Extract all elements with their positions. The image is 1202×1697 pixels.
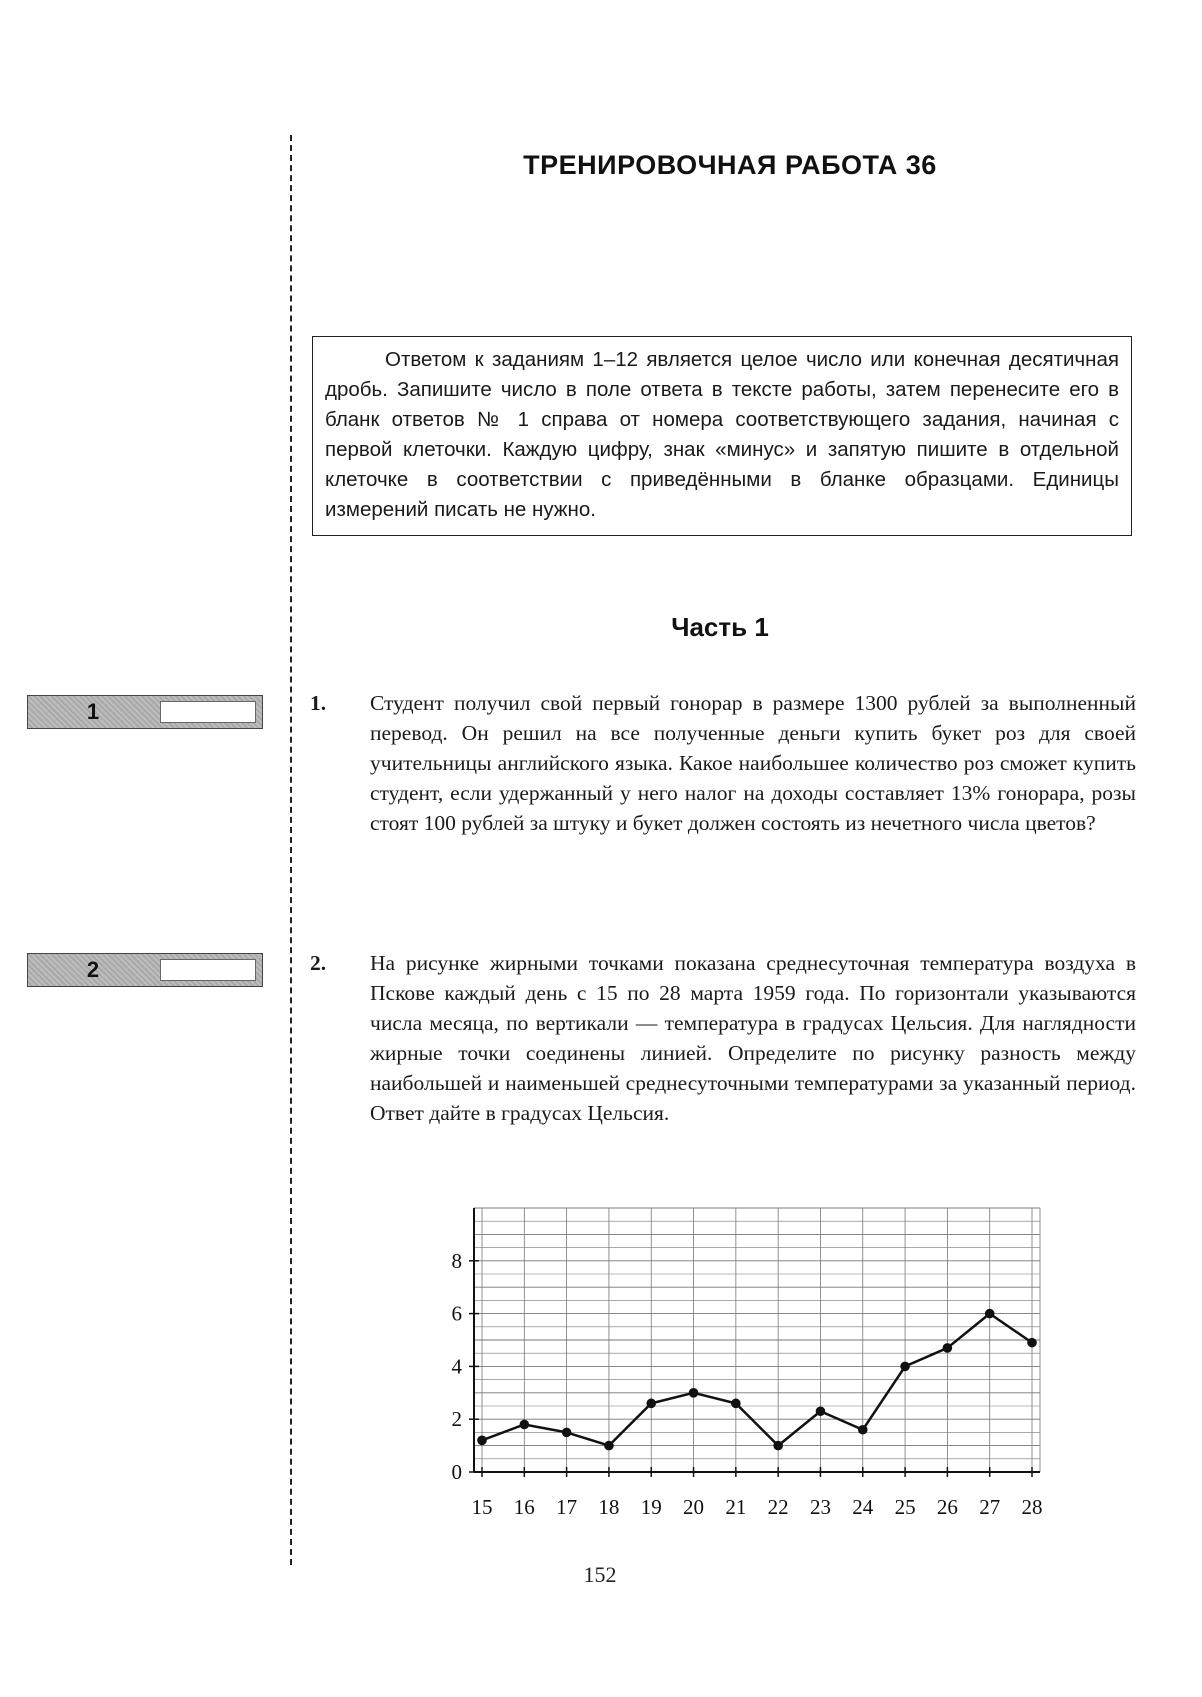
data-point xyxy=(816,1406,826,1416)
data-point xyxy=(731,1399,741,1409)
x-tick-label: 18 xyxy=(598,1495,620,1519)
answer-box-1 xyxy=(27,695,263,729)
data-point xyxy=(520,1420,530,1430)
x-tick-label: 25 xyxy=(894,1495,916,1519)
task-text: Студент получил свой первый гонорар в размере 1300 рублей за выполненный перевод. Он решил на все полученные деньги купить букет роз для своей учительницы английского языка. Какое наибольшее количество роз сможет купить студент, если удержанный у него налог на доходы составляет 13% гонорара, розы стоят 100 рублей за штуку и букет должен состоять из нечетного числа цветов? xyxy=(370,691,1136,835)
x-tick-label: 26 xyxy=(936,1495,958,1519)
x-tick-label: 22 xyxy=(767,1495,789,1519)
task-text: На рисунке жирными точками показана среднесуточная температура воздуха в Пскове каждый день с 15 по 28 марта 1959 года. По горизонтали указываются числа месяца, по вертикали — температура в градусах Цельсия. Для наглядности жирные точки соединены линией. Определите по рисунку разность между наибольшей и наименьшей среднесуточными температурами за указанный период. Ответ дайте в градусах Цельсия. xyxy=(370,951,1136,1125)
data-point xyxy=(562,1428,572,1438)
x-tick-label: 23 xyxy=(809,1495,831,1519)
x-tick-label: 20 xyxy=(683,1495,705,1519)
y-tick-label: 4 xyxy=(451,1354,462,1379)
task-number: 2. xyxy=(310,951,327,975)
task-number: 1. xyxy=(310,691,327,715)
task-2 xyxy=(310,948,1136,1128)
x-tick-label: 21 xyxy=(725,1495,747,1519)
x-tick-label: 24 xyxy=(852,1495,874,1519)
cut-line xyxy=(290,135,292,1565)
data-point xyxy=(985,1309,995,1319)
y-tick-label: 6 xyxy=(451,1301,462,1326)
x-tick-label: 16 xyxy=(513,1495,535,1519)
y-tick-label: 2 xyxy=(451,1407,462,1432)
page-number: 152 xyxy=(583,1562,617,1587)
answer-field[interactable] xyxy=(160,701,256,723)
data-point xyxy=(477,1436,487,1446)
answer-box-number: 1 xyxy=(86,699,100,724)
y-tick-label: 0 xyxy=(451,1460,462,1484)
page-title: ТРЕНИРОВОЧНАЯ РАБОТА 36 xyxy=(523,150,937,180)
temperature-chart xyxy=(430,1190,1090,1530)
part-heading: Часть 1 xyxy=(671,612,769,642)
answer-box-number: 2 xyxy=(86,957,100,982)
data-point xyxy=(1027,1338,1037,1348)
data-point xyxy=(646,1399,656,1409)
x-tick-label: 19 xyxy=(640,1495,662,1519)
data-point xyxy=(900,1362,910,1372)
instructions-box xyxy=(312,336,1132,536)
data-point xyxy=(689,1388,699,1398)
answer-field[interactable] xyxy=(160,959,256,981)
data-point xyxy=(604,1441,614,1451)
task-1 xyxy=(310,688,1136,838)
y-tick-label: 8 xyxy=(451,1248,462,1273)
chart-svg xyxy=(430,1190,1090,1530)
x-tick-label: 27 xyxy=(979,1495,1001,1519)
x-tick-label: 17 xyxy=(556,1495,578,1519)
instructions-text: Ответом к заданиям 1–12 является целое число или конечная десятичная дробь. Запишите число в поле ответа в тексте работы, затем перенесите его в бланк ответов № 1 справа от номера соответствующего задания, начиная с первой клеточки. Каждую цифру, знак «минус» и запятую пишите в отдельной клеточке в соответствии с приведёнными в бланке образцами. Единицы измерений писать не нужно. xyxy=(325,348,1119,521)
data-point xyxy=(773,1441,783,1451)
answer-box-2 xyxy=(27,953,263,987)
x-tick-label: 15 xyxy=(471,1495,493,1519)
data-point xyxy=(943,1343,953,1353)
x-tick-label: 28 xyxy=(1021,1495,1043,1519)
data-point xyxy=(858,1425,868,1435)
